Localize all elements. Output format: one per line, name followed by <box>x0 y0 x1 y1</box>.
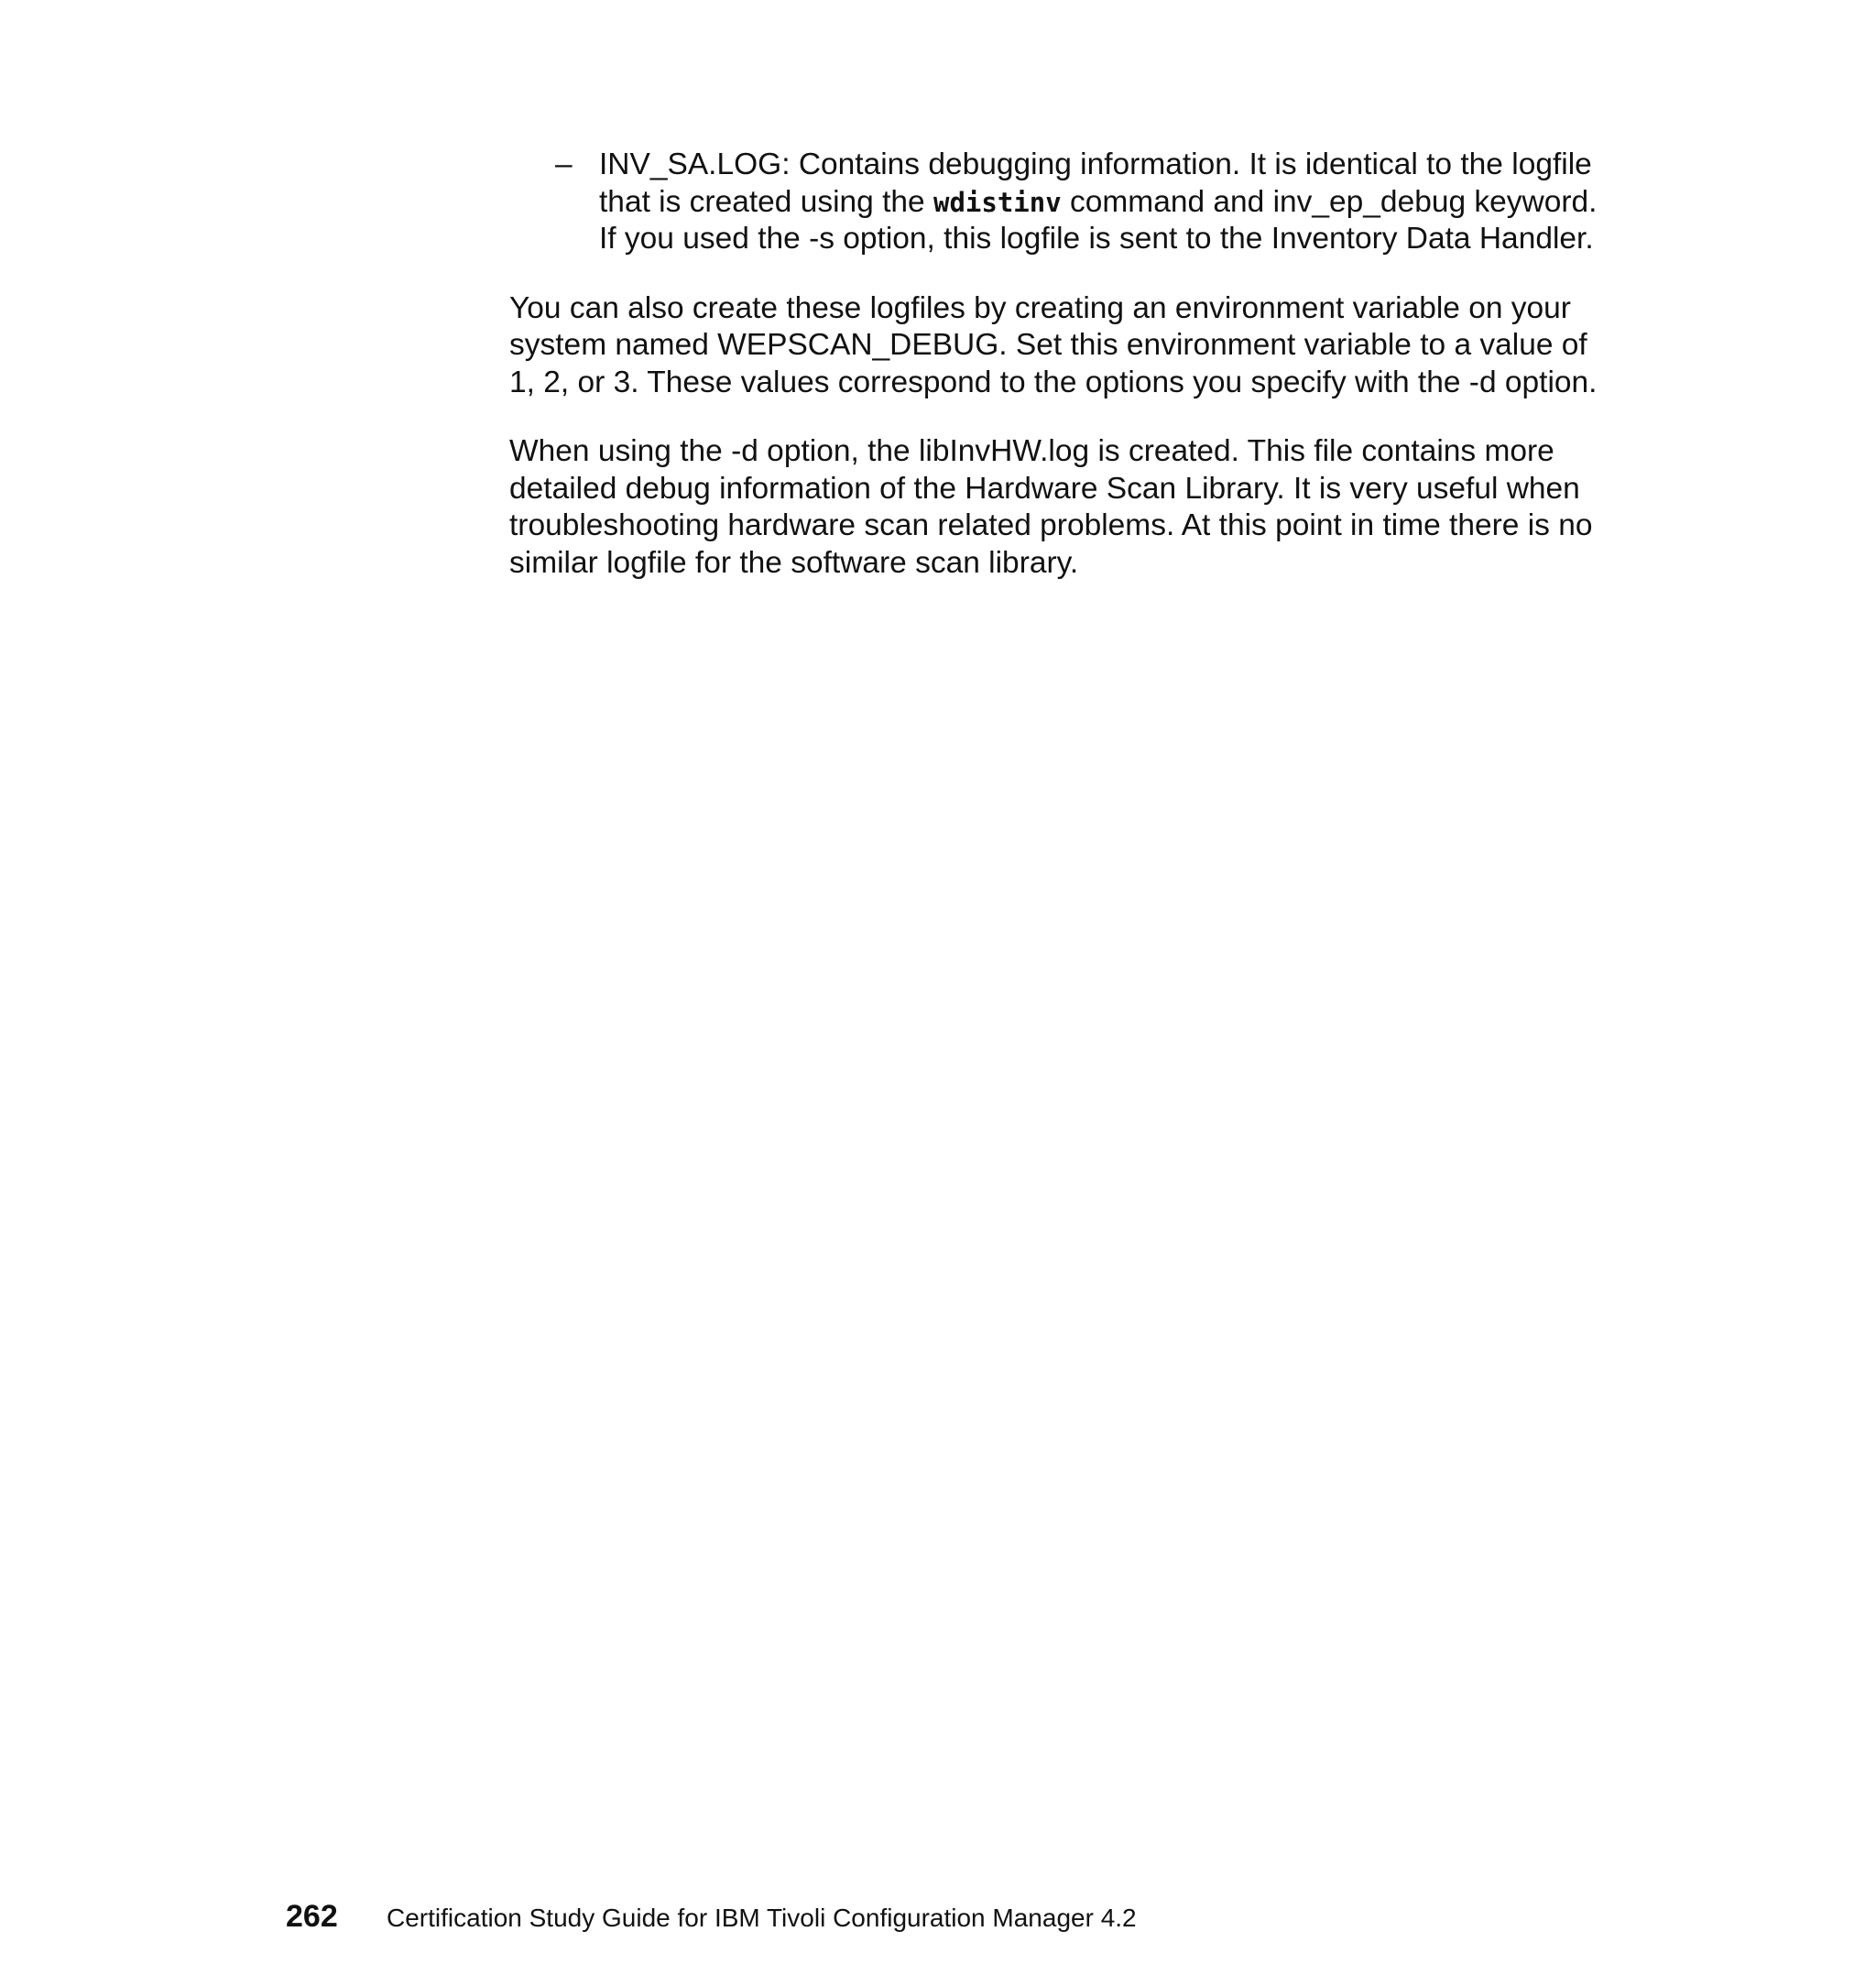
page-number: 262 <box>286 1899 338 1934</box>
list-dash: – <box>555 147 573 181</box>
page-footer <box>286 1898 1137 1937</box>
list-item-text-tail: command and inv_ep_debug keyword. If you used the -s option, this logfile is sent to the Inventory Data Handler. <box>599 184 1598 256</box>
command-name: wdistinv <box>933 186 1062 218</box>
paragraph-env-variable: You can also create these logfiles by creating an environment variable on your system named WEPSCAN_DEBUG. Set this environment variable to a value of 1, 2, or 3. These values correspond to the options you specify with the -d option. <box>509 290 1598 399</box>
page-body <box>509 147 1609 614</box>
list-item-inv-sa-log <box>509 147 1609 258</box>
paragraph-libinvhw-log: When using the -d option, the libInvHW.log is created. This file contains more detailed debug information of the Hardware Scan Library. It is very useful when troubleshooting hardware scan related problems. At this point in time there is no similar logfile for the software scan library. <box>509 434 1593 580</box>
book-title: Certification Study Guide for IBM Tivoli Configuration Manager 4.2 <box>387 1904 1137 1932</box>
list-item-text-lead: INV_SA.LOG: Contains debugging information. It is identical to the logfile that is created using the <box>599 147 1592 219</box>
